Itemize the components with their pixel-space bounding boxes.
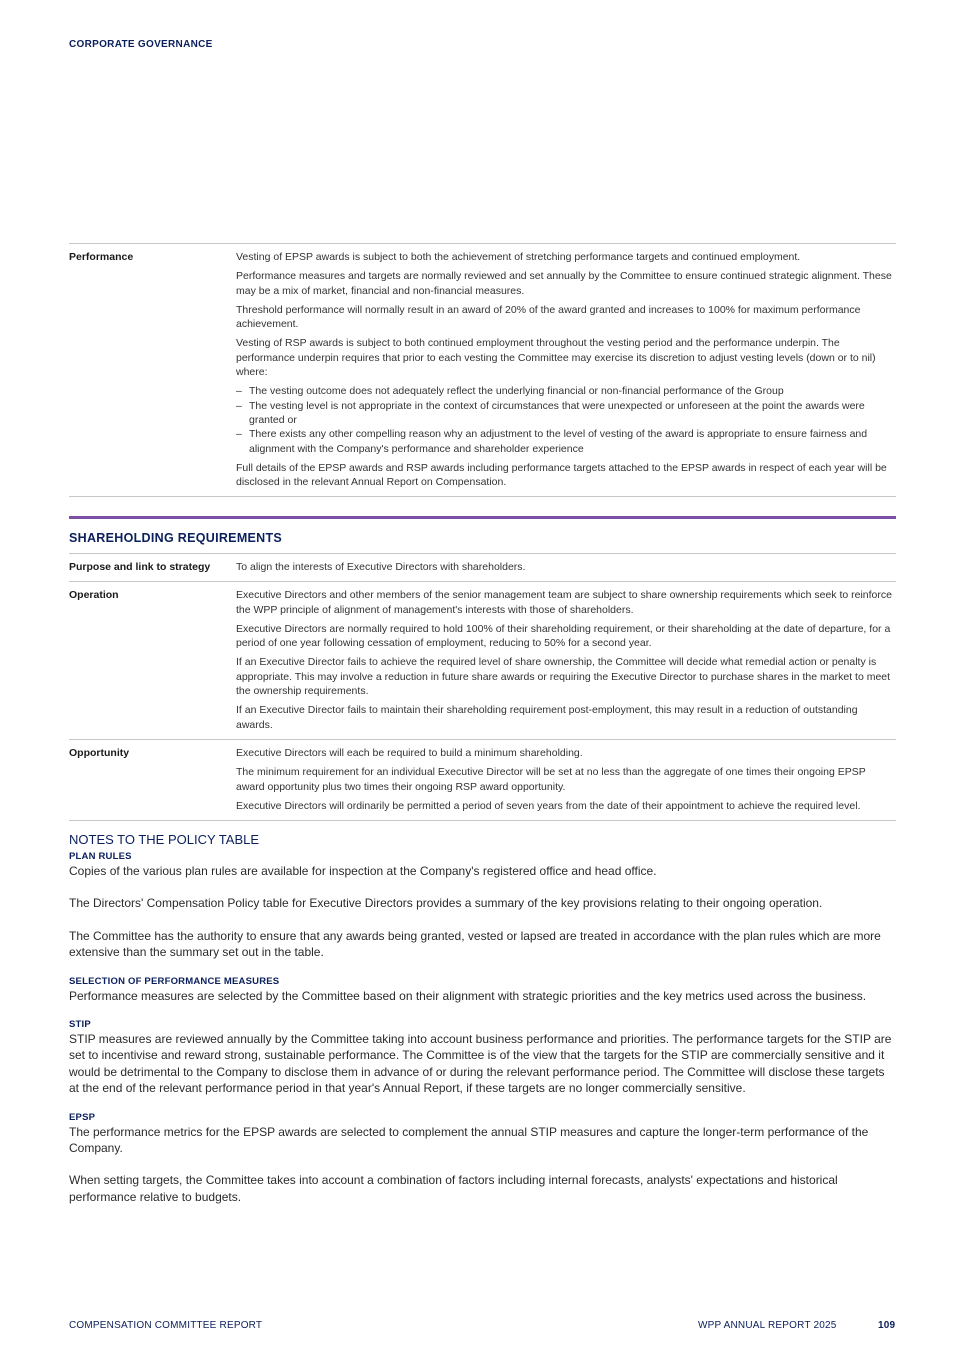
notes-title: NOTES TO THE POLICY TABLE: [69, 832, 260, 847]
paragraph: Executive Directors are normally required to hold 100% of their shareholding requirement, or their shareholding at the date of departure, for a period of one year following cessation of employment, reducing to 50% for a second year.: [236, 622, 891, 650]
table-row: [69, 739, 896, 821]
paragraph: The minimum requirement for an individual Executive Director will be set at no less than the aggregate of one times their ongoing EPSP award opportunity plus two times their ongoing RSP award opportunity.: [236, 766, 866, 793]
row-text: [236, 244, 896, 496]
paragraph: If an Executive Director fails to maintain their shareholding requirement post-employment, this may result in a reduction of outstanding awards.: [236, 704, 858, 731]
paragraph: Vesting of RSP awards is subject to both continued employment throughout the vesting period and the performance underpin. The performance underpin requires that prior to each vesting the Committee may exercise its discretion to adjust vesting levels (down or to nil) where:: [236, 337, 876, 379]
row-label: Performance: [69, 251, 134, 263]
row-text: [236, 554, 896, 581]
notes-section: [69, 832, 896, 1205]
table-row: [69, 581, 896, 739]
bullet-list: [236, 384, 896, 455]
paragraph: Full details of the EPSP awards and RSP awards including performance targets attached to the EPSP awards in respect of each year will be disclosed in the relevant Annual Report on Compensation.: [236, 461, 887, 489]
section-label: CORPORATE GOVERNANCE: [69, 39, 213, 50]
shareholding-section: [69, 516, 896, 821]
paragraph: The Committee has the authority to ensure that any awards being granted, vested or lapsed are treated in accordance with the plan rules which are more extensive than the summary set out in the table.: [69, 928, 881, 960]
paragraph: Vesting of EPSP awards is subject to both the achievement of stretching performance targets and continued employment.: [236, 251, 801, 263]
list-item: – The vesting level is not appropriate in the context of circumstances that were unexpected or unforeseen at the point the awards were granted or: [236, 399, 896, 428]
paragraph: To align the interests of Executive Directors with shareholders.: [236, 561, 526, 573]
paragraph: The performance metrics for the EPSP awards are selected to complement the annual STIP measures and capture the longer-term performance of the Company.: [69, 1124, 869, 1156]
paragraph: STIP measures are reviewed annually by the Committee taking into account business performance and priorities. The performance targets for the STIP are set to incentivise and reward strong, sustainable performance. The Committee is of the view that the targets for the STIP are commercially sensitive and it would be detrimental to the Company to disclose them in advance of or during the relevant performance period. The Committee will disclose these targets at the end of the relevant performance period in that year's Annual Report, if these targets are no longer commercially sensitive.: [69, 1032, 892, 1096]
performance-table: [69, 243, 896, 497]
paragraph: Copies of the various plan rules are available for inspection at the Company's registered office and head office.: [69, 864, 657, 878]
paragraph: Executive Directors and other members of the senior management team are subject to share ownership requirements which seek to reinforce the WPP principle of alignment of management's interests with those of shareholders.: [236, 589, 892, 616]
paragraph: Executive Directors will ordinarily be permitted a period of seven years from the date of their appointment to achieve the required level.: [236, 799, 861, 812]
paragraph: When setting targets, the Committee takes into account a combination of factors including internal forecasts, analysts' expectations and historical performance relative to budgets.: [69, 1173, 838, 1204]
footer-section-name: COMPENSATION COMMITTEE REPORT: [69, 1320, 263, 1331]
subheading: EPSP: [69, 1111, 96, 1123]
section-title: SHAREHOLDING REQUIREMENTS: [69, 531, 283, 545]
row-text: [236, 740, 896, 820]
paragraph: Executive Directors will each be required to build a minimum shareholding.: [236, 746, 583, 759]
table-row: [69, 243, 896, 497]
row-label: Operation: [69, 589, 119, 602]
list-item: – The vesting outcome does not adequately reflect the underlying financial or non-financial performance of the Group: [236, 384, 896, 398]
row-label: Opportunity: [69, 746, 130, 759]
subheading: SELECTION OF PERFORMANCE MEASURES: [69, 975, 280, 987]
row-text: [236, 582, 896, 739]
list-item: – There exists any other compelling reason why an adjustment to the level of vesting of the award is appropriate to ensure fairness and alignment with the Company's performance and shareholder experience: [236, 427, 896, 456]
page-number: 109: [878, 1320, 896, 1331]
paragraph: Performance measures are selected by the Committee based on their alignment with strategic priorities and the key metrics used across the business.: [69, 988, 867, 1003]
subheading: PLAN RULES: [69, 851, 132, 862]
subheading: STIP: [69, 1019, 91, 1031]
table-row: [69, 553, 896, 581]
paragraph: Performance measures and targets are normally reviewed and set annually by the Committee to ensure continued strategic alignment. These may be a mix of market, financial and non-financial measures.: [236, 270, 892, 297]
section-divider: [69, 516, 896, 519]
paragraph: Threshold performance will normally result in an award of 20% of the award granted and increases to 100% for maximum performance achievement.: [236, 303, 861, 331]
footer-report-name: WPP ANNUAL REPORT 2025: [698, 1320, 837, 1331]
paragraph: If an Executive Director fails to achieve the required level of share ownership, the Committee will decide what remedial action or penalty is appropriate. This may involve a reduction in future share awards or requiring the Executive Director to purchase shares in the market to meet the ownership requirements.: [236, 656, 891, 698]
paragraph: The Directors' Compensation Policy table for Executive Directors provides a summary of the key provisions relating to their ongoing operation.: [69, 896, 823, 911]
row-label: Purpose and link to strategy: [69, 561, 211, 573]
